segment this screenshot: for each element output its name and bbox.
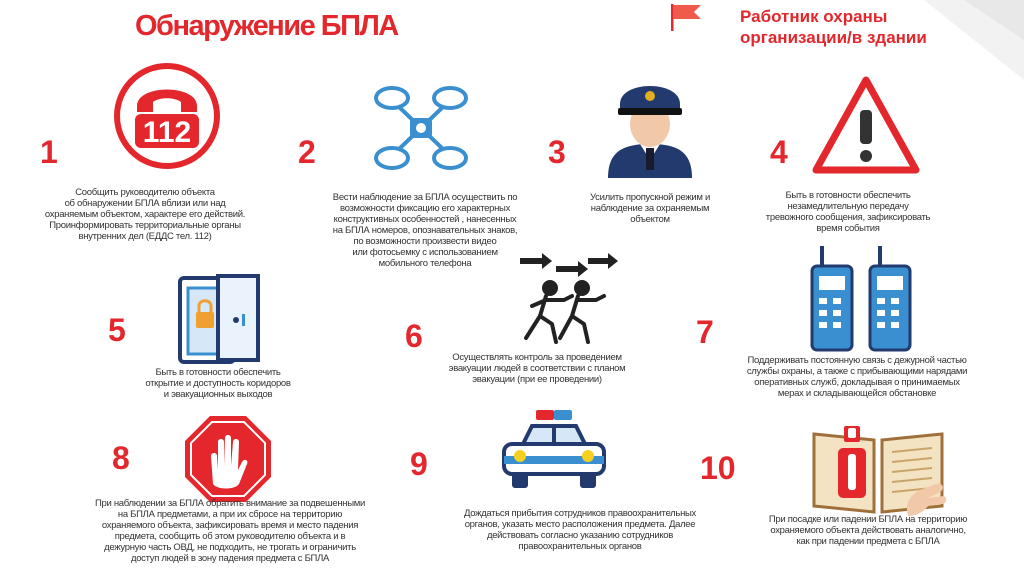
step-number: 9 bbox=[410, 446, 428, 482]
desc-line: эвакуации людей в соответствии с планом bbox=[448, 363, 626, 374]
desc-line: мерах и складывающейся обстановке bbox=[777, 388, 937, 399]
desc-line: действовать согласно указанию сотрудников bbox=[486, 530, 674, 541]
desc-line: конструктивных особенностей , нанесенных bbox=[333, 214, 517, 225]
step-description bbox=[430, 508, 730, 552]
step-description bbox=[60, 498, 400, 564]
warning-icon bbox=[812, 76, 920, 176]
police-car-icon bbox=[496, 406, 612, 496]
desc-line: Быть в готовности обеспечить bbox=[785, 190, 911, 201]
step-number: 5 bbox=[108, 312, 126, 348]
desc-line: службы охраны, а также с прибывающими нарядами bbox=[746, 366, 968, 377]
desc-line: объектом bbox=[630, 214, 670, 225]
desc-line: или фотосьемку с использованием bbox=[352, 247, 498, 258]
step-number: 4 bbox=[770, 134, 788, 170]
desc-line: При посадке или падении БПЛА на территорию bbox=[768, 514, 968, 525]
desc-line: Поддерживать постоянную связь с дежурной частью bbox=[747, 355, 967, 366]
desc-line: время события bbox=[816, 223, 880, 234]
desc-line: правоохранительных органов bbox=[518, 541, 642, 552]
desc-line: об обнаружении БПЛА вблизи или над bbox=[64, 198, 226, 209]
step-description bbox=[422, 352, 652, 385]
desc-line: открытие и доступность коридоров bbox=[145, 378, 291, 389]
subtitle-line: Работник охраны bbox=[740, 7, 888, 26]
desc-line: оперативных служб, докладывая о принимаемых bbox=[754, 377, 960, 388]
desc-line: возможности фиксацию его характерных bbox=[339, 203, 511, 214]
desc-line: охраняемым объектом, характере его действий. bbox=[44, 209, 246, 220]
desc-line: незамедлительную передачу bbox=[787, 201, 909, 212]
desc-line: охраняемого объекта, зафиксировать время и место падения bbox=[101, 520, 359, 531]
phone-112-label: 112 bbox=[142, 116, 192, 149]
desc-line: Быть в готовности обеспечить bbox=[155, 367, 281, 378]
desc-line: Вести наблюдение за БПЛА осуществить по bbox=[332, 192, 518, 203]
evacuation-icon bbox=[516, 248, 620, 348]
step-description bbox=[748, 190, 948, 234]
desc-line: тревожного сообщения, зафиксировать bbox=[765, 212, 931, 223]
drone-icon bbox=[372, 78, 470, 178]
stop-hand-icon bbox=[183, 414, 273, 504]
step-number: 3 bbox=[548, 134, 566, 170]
step-description bbox=[118, 367, 318, 400]
step-number: 7 bbox=[696, 314, 714, 350]
desc-line: на БПЛА предметами, а при их сбросе на территорию bbox=[117, 509, 343, 520]
step-description bbox=[565, 192, 735, 225]
info-book-icon bbox=[808, 420, 948, 516]
step-number: 10 bbox=[700, 450, 736, 486]
page-subtitle bbox=[740, 6, 927, 48]
desc-line: Сообщить руководителю объекта bbox=[75, 187, 215, 198]
step-description bbox=[712, 355, 1002, 399]
security-guard-icon bbox=[600, 74, 700, 178]
desc-line: При наблюдении за БПЛА обратить внимание за подвешенными bbox=[94, 498, 366, 509]
step-number: 2 bbox=[298, 134, 316, 170]
phone-112-icon bbox=[113, 62, 221, 170]
flag-icon bbox=[668, 2, 704, 32]
page-title: Обнаружение БПЛА bbox=[135, 10, 398, 42]
desc-line: эвакуации (при ее проведении) bbox=[472, 374, 602, 385]
desc-line: Проинформировать территориальные органы bbox=[49, 220, 241, 231]
desc-line: Усилить пропускной режим и bbox=[590, 192, 710, 203]
desc-line: Дождаться прибытия сотрудников правоохранительных bbox=[463, 508, 696, 519]
desc-line: по возможности произвести видео bbox=[353, 236, 497, 247]
desc-line: охраняемого объекта действовать аналогично, bbox=[770, 525, 966, 536]
desc-line: мобильного телефона bbox=[378, 258, 472, 269]
door-access-icon bbox=[178, 272, 264, 364]
desc-line: предмета, сообщить об этом руководителю объекта и в bbox=[114, 531, 346, 542]
step-number: 8 bbox=[112, 440, 130, 476]
step-description bbox=[30, 187, 260, 242]
desc-line: дежурную часть ОВД, не подходить, не трогать и ограничить bbox=[104, 542, 356, 553]
walkie-talkie-icon bbox=[808, 246, 920, 352]
desc-line: и эвакуационных выходов bbox=[163, 389, 273, 400]
desc-line: Осуществлять контроль за проведением bbox=[452, 352, 622, 363]
desc-line: наблюдение за охраняемым bbox=[590, 203, 710, 214]
desc-line: как при падении предмета с БПЛА bbox=[796, 536, 940, 547]
desc-line: внутренних дел (ЕДДС тел. 112) bbox=[78, 231, 212, 242]
desc-line: доступ людей в зону падения предмета с БПЛА bbox=[130, 553, 330, 564]
desc-line: органов, указать место расположения предмета. Далее bbox=[464, 519, 696, 530]
step-number: 6 bbox=[405, 318, 423, 354]
step-description bbox=[738, 514, 998, 547]
step-number: 1 bbox=[40, 134, 58, 170]
subtitle-line: организации/в здании bbox=[740, 28, 927, 47]
desc-line: на БПЛА номеров, опознавательных знаков, bbox=[332, 225, 518, 236]
step-description bbox=[300, 192, 550, 269]
